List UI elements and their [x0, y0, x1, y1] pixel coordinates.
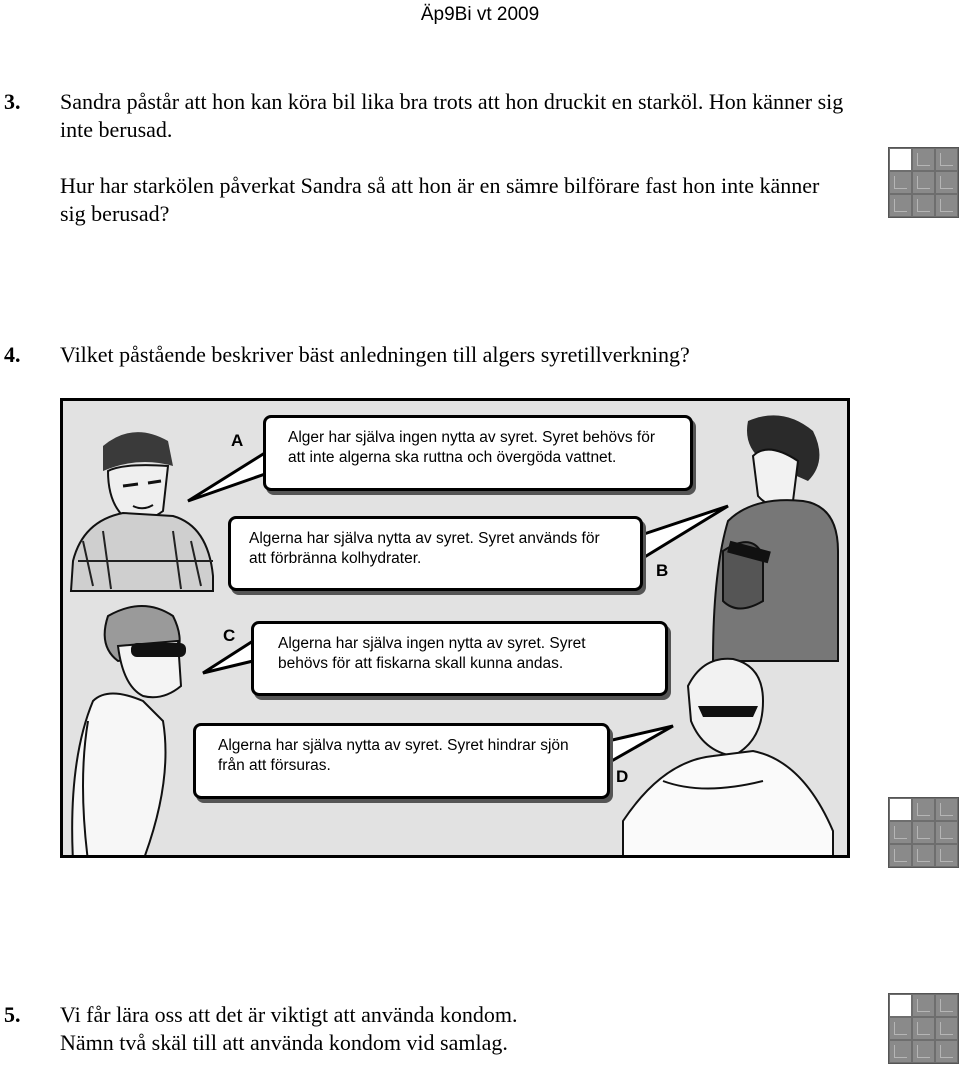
- score-grid-icon: [888, 797, 959, 868]
- score-grid-icon: [888, 993, 959, 1064]
- bubble-tail-a: [188, 451, 268, 501]
- bubble-letter: D: [616, 767, 629, 786]
- bubble-letter: A: [231, 431, 244, 450]
- question-text: Sandra påstår att hon kan köra bil lika bra trots att hon druckit en starköl. Hon känner sig inte berusad.: [60, 89, 844, 142]
- bubble-tail-b: [638, 506, 728, 561]
- bubble-letter: B: [656, 561, 669, 580]
- question-3: [0, 88, 870, 228]
- bubble-text: Algerna har själva nytta av syret. Syret används för att förbränna kolhydrater.: [249, 530, 600, 567]
- bubble-text: Algerna har själva nytta av syret. Syret hindrar sjön från att försuras.: [218, 737, 569, 774]
- question-number: 5.: [4, 1002, 21, 1027]
- bubble-tail-d: [608, 726, 673, 763]
- person-b-illustration: [713, 415, 838, 661]
- page-header: Äp9Bi vt 2009: [420, 4, 540, 25]
- speech-bubble-a: [263, 415, 693, 491]
- illustration-panel: [60, 398, 850, 858]
- bubble-text: Algerna har själva ingen nytta av syret. Syret behövs för att fiskarna skall kunna andas.: [278, 635, 586, 672]
- question-5: [0, 1001, 870, 1057]
- person-c-illustration: [72, 606, 186, 858]
- question-text: Vi får lära oss att det är viktigt att använda kondom.: [60, 1002, 518, 1027]
- speech-bubble-c: [251, 621, 668, 696]
- person-a-illustration: [71, 432, 213, 591]
- bubble-text: Alger har själva ingen nytta av syret. Syret behövs för att inte algerna ska ruttna och övergöda vattnet.: [288, 429, 656, 466]
- question-text: Hur har starkölen påverkat Sandra så att hon är en sämre bilförare fast hon inte känner sig berusad?: [60, 173, 820, 226]
- bubble-letter: C: [223, 626, 236, 645]
- score-grid-icon: [888, 147, 959, 218]
- question-4: [0, 341, 870, 369]
- question-number: 3.: [4, 89, 21, 114]
- speech-bubble-d: [193, 723, 610, 799]
- question-text: Vilket påstående beskriver bäst anledningen till algers syretillverkning?: [60, 342, 690, 367]
- question-text: Nämn två skäl till att använda kondom vid samlag.: [60, 1030, 508, 1055]
- question-number: 4.: [4, 342, 21, 367]
- speech-bubble-b: [228, 516, 643, 591]
